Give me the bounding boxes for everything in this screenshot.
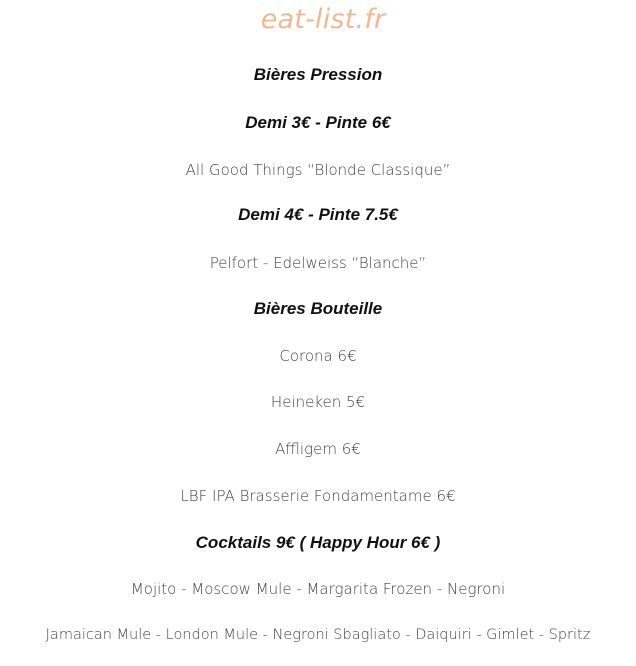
menu-item: Corona 6€: [279, 347, 357, 365]
price-heading-draft-2: Demi 4€ - Pinte 7.5€: [238, 205, 398, 224]
section-heading-cocktails: Cocktails 9€ ( Happy Hour 6€ ): [195, 533, 441, 552]
price-heading-draft-1: Demi 3€ - Pinte 6€: [245, 113, 391, 132]
menu-item: All Good Things “Blonde Classique”: [185, 161, 451, 179]
section-heading-draft-beers: Bières Pression: [253, 65, 383, 84]
menu-item: Affligem 6€: [275, 440, 361, 458]
menu-item: LBF IPA Brasserie Fondamentame 6€: [180, 487, 456, 505]
menu-item: Mojito - Moscow Mule - Margarita Frozen - Negroni: [130, 580, 506, 598]
menu-item: Pelfort - Edelweiss “Blanche”: [209, 254, 427, 272]
watermark-logo: eat-list.fr: [260, 4, 386, 35]
section-heading-bottled-beers: Bières Bouteille: [253, 299, 383, 318]
menu-item: Heineken 5€: [270, 393, 366, 411]
menu-item: Jamaican Mule - London Mule - Negroni Sbagliato - Daiquiri - Gimlet - Spritz: [45, 627, 591, 643]
